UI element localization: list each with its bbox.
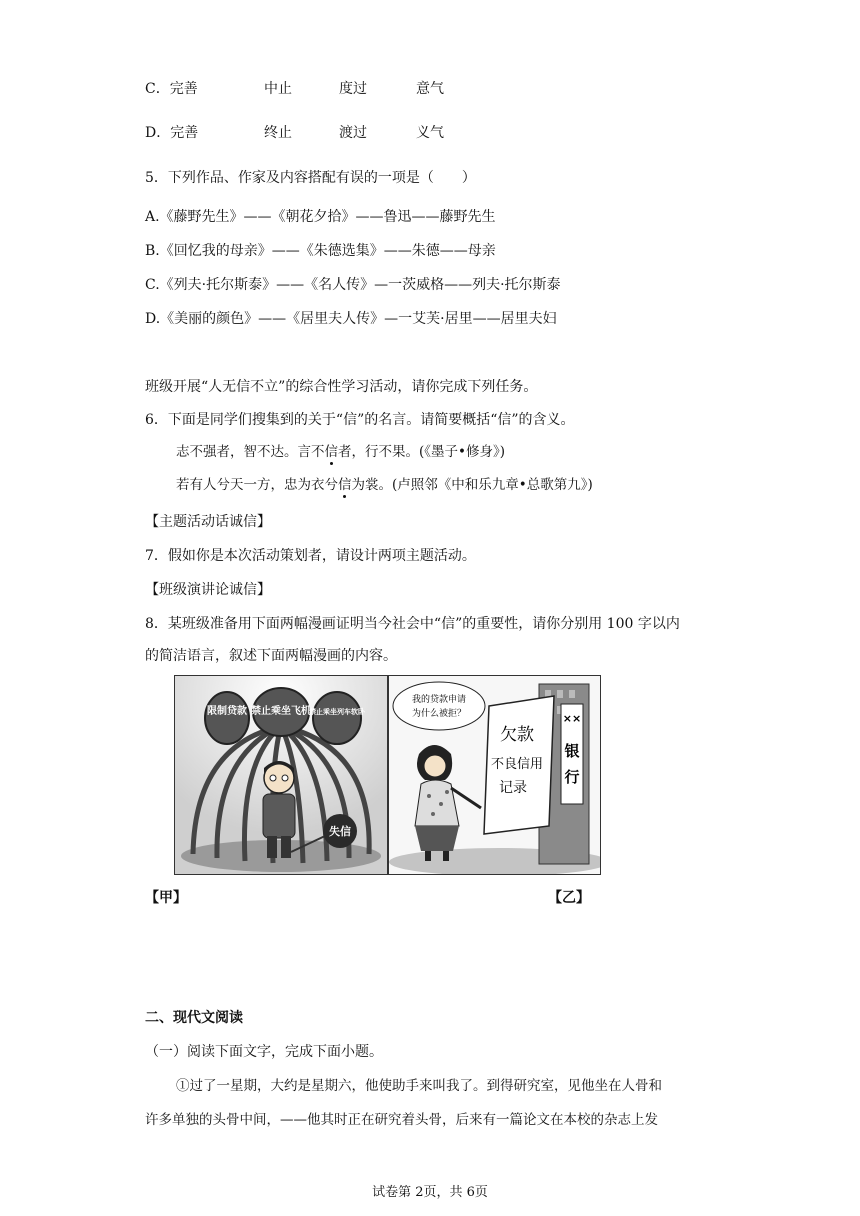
q4-option-c-word3: 度过 xyxy=(339,81,367,97)
part2-heading: 二、现代文阅读 xyxy=(145,1010,243,1026)
q4-option-d-word2: 终止 xyxy=(264,125,292,141)
bank-sign-text-2: 银 xyxy=(564,742,580,760)
q4-option-d-word4: 义气 xyxy=(416,125,444,141)
q5-option-c: C.《列夫·托尔斯泰》——《名人传》—一茨威格——列夫·托尔斯泰 xyxy=(145,277,561,293)
balloon-text-3: 禁止乘坐列车软卧 xyxy=(309,708,365,716)
section-class-speech: 【班级演讲论诚信】 xyxy=(145,582,271,598)
q4-option-c-word2: 中止 xyxy=(264,81,292,97)
paper-text-1: 欠款 xyxy=(500,725,534,745)
part2-subheading: （一）阅读下面文字，完成下面小题。 xyxy=(145,1044,383,1060)
cartoon-yi-drawing xyxy=(389,676,600,874)
activity-intro: 班级开展“人无信不立”的综合性学习活动，请你完成下列任务。 xyxy=(145,379,538,395)
speech-text-1: 我的贷款申请 xyxy=(411,695,467,705)
paragraph-1-line-2: 许多单独的头骨中间，——他其时正在研究着头骨，后来有一篇论文在本校的杂志上发 xyxy=(145,1112,658,1128)
paper-text-2: 不良信用 xyxy=(490,757,544,772)
speech-bubble xyxy=(393,682,485,730)
q4-option-c-word4: 意气 xyxy=(416,81,444,97)
cartoon-jia xyxy=(174,675,388,875)
q4-option-d-label: D．完善 xyxy=(145,125,199,141)
q5-option-d: D.《美丽的颜色》——《居里夫人传》—一艾芙·居里——居里夫妇 xyxy=(145,311,557,327)
balloon-text-1: 限制贷款 xyxy=(207,706,247,717)
cartoon-jia-drawing xyxy=(175,676,387,874)
q4-option-d-word3: 渡过 xyxy=(339,125,367,141)
cartoon-yi-label: 【乙】 xyxy=(548,890,590,906)
balloon-text-2: 禁止乘坐飞机 xyxy=(251,706,311,717)
paragraph-1-line-1: ①过了一星期，大约是星期六，他使助手来叫我了。到得研究室，见他坐在人骨和 xyxy=(176,1078,662,1094)
speech-text-2: 为什么被拒？ xyxy=(411,709,467,719)
q8-stem-line1: 8．某班级准备用下面两幅漫画证明当今社会中“信”的重要性，请你分别用 100 字以内 xyxy=(145,616,680,632)
section-theme-activity: 【主题活动话诚信】 xyxy=(145,514,271,530)
bank-sign-text-3: 行 xyxy=(564,768,580,786)
ball-text: 失信 xyxy=(329,825,351,838)
q6-stem: 6．下面是同学们搜集到的关于“信”的名言。请简要概括“信”的含义。 xyxy=(145,412,575,428)
q5-option-b: B.《回忆我的母亲》——《朱德选集》——朱德——母亲 xyxy=(145,243,496,259)
quote-luzhaolin: 若有人兮天一方，忠为衣兮信为裳。(卢照邻《中和乐九章•总歌第九》) xyxy=(176,477,593,493)
q5-option-a: A.《藤野先生》——《朝花夕拾》——鲁迅——藤野先生 xyxy=(145,209,496,225)
q8-stem-line2: 的简洁语言，叙述下面两幅漫画的内容。 xyxy=(145,648,397,664)
paper-text-3: 记录 xyxy=(499,780,527,796)
cartoon-jia-label: 【甲】 xyxy=(145,890,187,906)
bank-sign-text-1: ×× xyxy=(562,712,582,725)
emphasis-char: 信 xyxy=(338,477,352,493)
q4-option-c-label: C．完善 xyxy=(145,81,198,97)
page-footer: 试卷第 2页，共 6页 xyxy=(372,1185,488,1200)
q7-stem: 7．假如你是本次活动策划者，请设计两项主题活动。 xyxy=(145,548,476,564)
quote-mozi: 志不强者，智不达。言不信者，行不果。(《墨子•修身》) xyxy=(176,444,505,460)
cartoon-yi xyxy=(388,675,601,875)
emphasis-char: 信 xyxy=(324,444,338,460)
q5-stem: 5．下列作品、作家及内容搭配有误的一项是（ ） xyxy=(145,170,476,186)
